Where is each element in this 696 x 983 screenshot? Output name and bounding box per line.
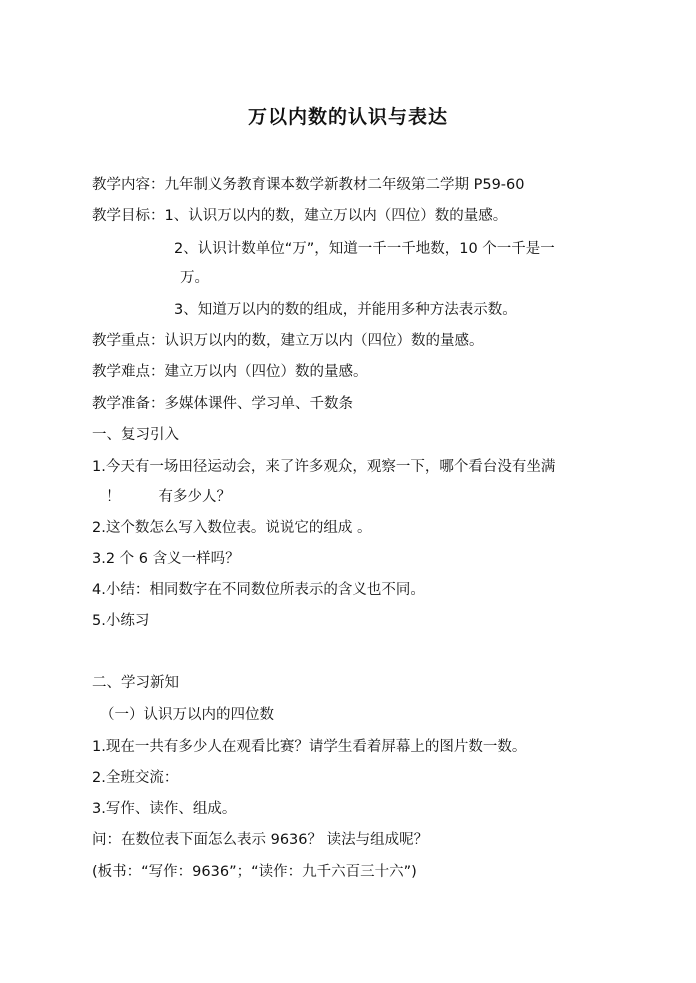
- teaching-goal-3: 3、知道万以内的数的组成，并能用多种方法表示数。: [174, 302, 517, 318]
- section-1-item-2: 2.这个数怎么写入数位表。说说它的组成 。: [92, 520, 372, 536]
- section-2-item-1: 1.现在一共有多少人在观看比赛？请学生看着屏幕上的图片数一数。: [92, 739, 527, 755]
- section-2-sub-heading: （一）认识万以内的四位数: [100, 707, 274, 723]
- section-2-question: 问：在数位表下面怎么表示 9636？ 读法与组成呢？: [92, 832, 429, 848]
- section-1-heading: 一、复习引入: [92, 427, 179, 443]
- section-2-board: (板书：“写作：9636”；“读作：九千六百三十六”): [92, 864, 417, 880]
- section-2-item-2: 2.全班交流：: [92, 770, 179, 786]
- teaching-difficulty: 教学难点：建立万以内（四位）数的量感。: [92, 364, 368, 380]
- teaching-goal-1: 1、认识万以内的数，建立万以内（四位）数的量感。: [164, 208, 508, 224]
- teaching-key-point: 教学重点：认识万以内的数，建立万以内（四位）数的量感。: [92, 333, 484, 349]
- section-1-item-1b-text: 有多少人？: [158, 489, 231, 505]
- teaching-goal-label: 教学目标：: [92, 208, 165, 224]
- section-1-item-5: 5.小练习: [92, 613, 150, 629]
- section-2-heading: 二、学习新知: [92, 675, 179, 691]
- section-1-item-4: 4.小结：相同数字在不同数位所表示的含义也不同。: [92, 582, 425, 598]
- teaching-goal-row-1: [92, 206, 507, 226]
- teaching-goal-2a: 2、认识计数单位“万”，知道一千一千地数，10 个一千是一: [174, 241, 555, 257]
- section-1-item-3: 3.2 个 6 含义一样吗？: [92, 551, 240, 567]
- section-1-item-1b: [106, 487, 231, 507]
- section-1-item-1a: 1.今天有一场田径运动会，来了许多观众，观察一下，哪个看台没有坐满: [92, 459, 556, 475]
- section-1-item-1b-mark: ！: [106, 489, 121, 505]
- section-2-item-3: 3.写作、读作、组成。: [92, 801, 237, 817]
- teaching-goal-2b: 万。: [180, 270, 209, 286]
- teaching-content: 教学内容：九年制义务教育课本数学新教材二年级第二学期 P59-60: [92, 177, 525, 193]
- teaching-preparation: 教学准备：多媒体课件、学习单、千数条: [92, 396, 353, 412]
- document-title: 万以内数的认识与表达: [247, 106, 448, 128]
